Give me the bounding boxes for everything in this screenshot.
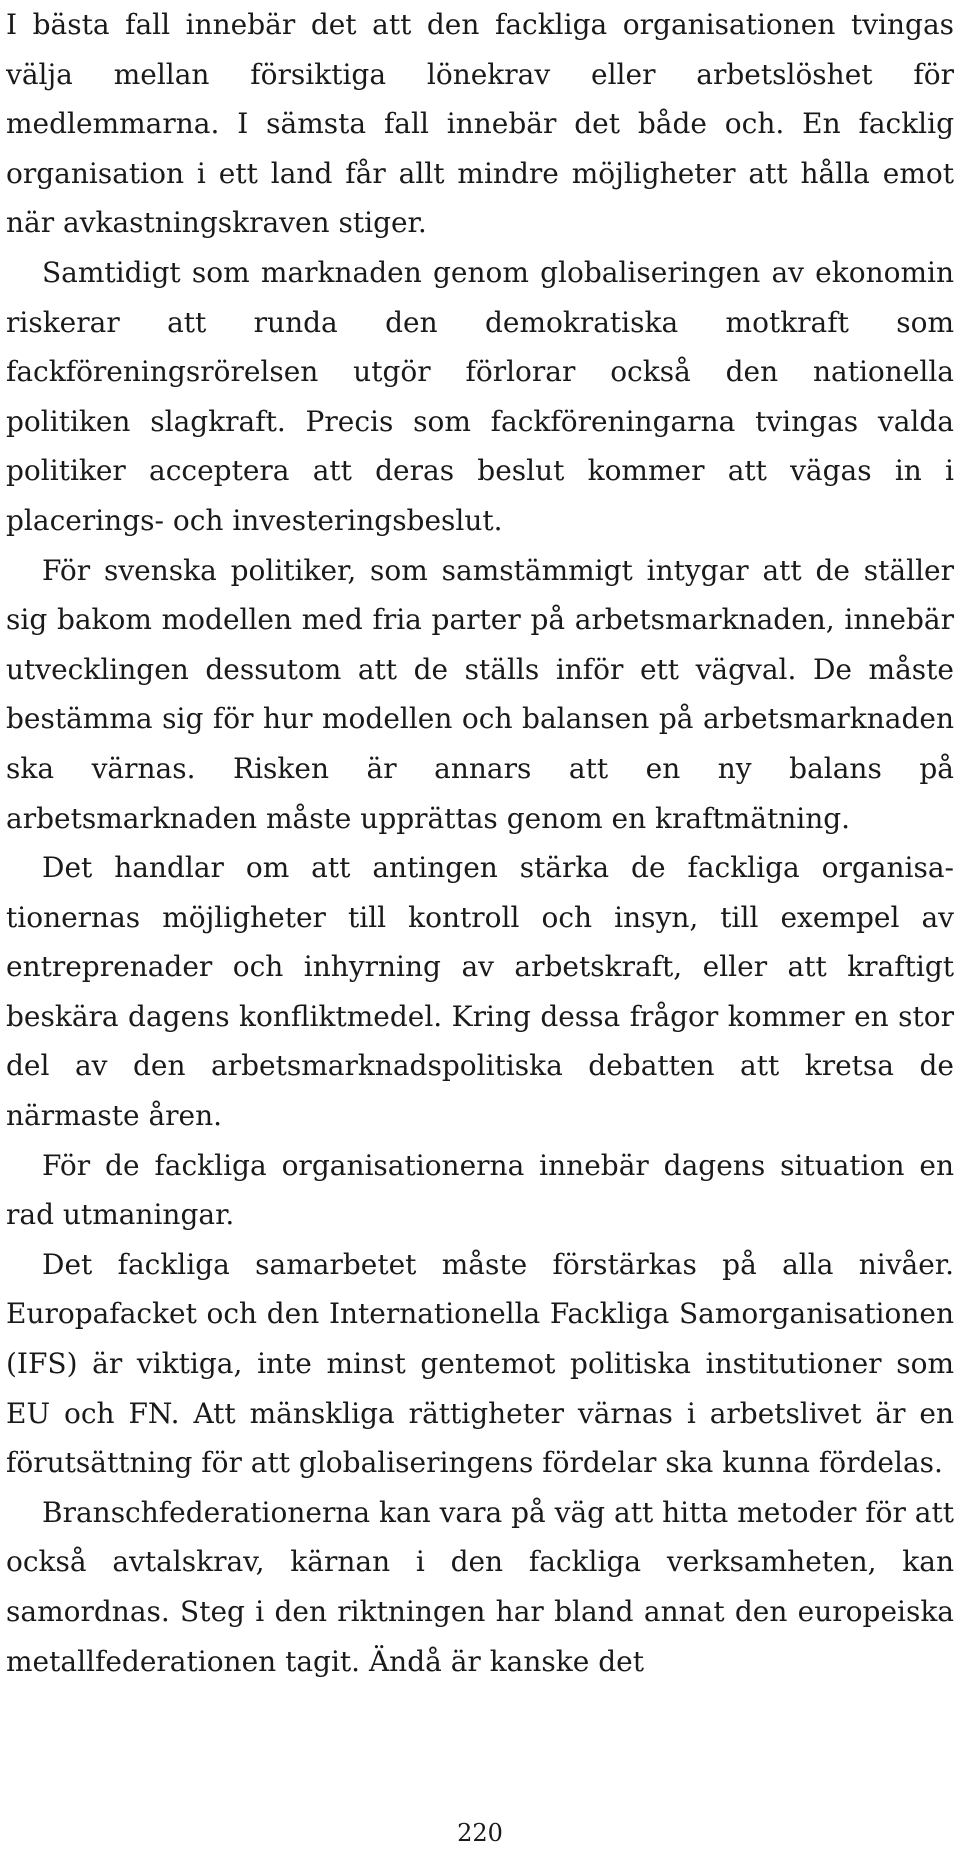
page-number: 220 (457, 1819, 503, 1847)
paragraph-3: För svenska politiker, som samstämmigt intygar att de ställer sig bakom modellen med fria parter på arbetsmarknaden, innebär utvecklingen dessutom att de ställs inför ett vägval. De måste bestämma sig för hur modellen och balansen på arbetsmarknaden ska värnas. Risken är annars att en ny balans på arbetsmarknaden måste upprättas genom en kraftmätning. (6, 553, 954, 835)
body-text (6, 0, 954, 1686)
paragraph-6: Det fackliga samarbetet måste förstärkas på alla nivåer. Europafacket och den Internationella Fackliga Samorganisationen (IFS) är viktiga, inte minst gentemot politiska institutioner som EU och FN. Att mänskliga rättigheter värnas i arbetslivet är en förutsättning för att globaliseringens fördelar ska kunna fördelas. (6, 1247, 954, 1480)
paragraph-2: Samtidigt som marknaden genom globaliseringen av ekonomin riskerar att runda den demokratiska motkraft som fackföreningsrörelsen utgör förlorar också den nationella politiken slagkraft. Precis som fackföreningarna tvingas valda politiker acceptera att deras beslut kommer att vägas in i placerings- och investeringsbeslut. (6, 255, 954, 537)
paragraph-5: För de fackliga organisationerna innebär dagens situation en rad utmaningar. (6, 1148, 954, 1232)
paragraph-4: Det handlar om att antingen stärka de fackliga organisationernas möjligheter till kontroll och insyn, till exempel av entreprenader och inhyrning av arbetskraft, eller att kraftigt beskära dagens konfliktmedel. Kring dessa frågor kommer en stor del av den arbetsmarknadspolitiska debatten att kretsa de närmaste åren. (6, 851, 954, 1133)
document-page (6, 0, 954, 1849)
paragraph-7: Branschfederationerna kan vara på väg att hitta metoder för att också avtalskrav, kärnan i den fackliga verksamheten, kan samordnas. Steg i den riktningen har bland annat den europeiska metallfederationen tagit. Ändå är kanske det (6, 1495, 954, 1678)
paragraph-1: I bästa fall innebär det att den fackliga organisationen tvingas välja mellan försiktiga lönekrav eller arbetslöshet för medlemmarna. I sämsta fall innebär det både och. En facklig organisation i ett land får allt mindre möjligheter att hålla emot när avkastningskraven stiger. (6, 8, 954, 240)
